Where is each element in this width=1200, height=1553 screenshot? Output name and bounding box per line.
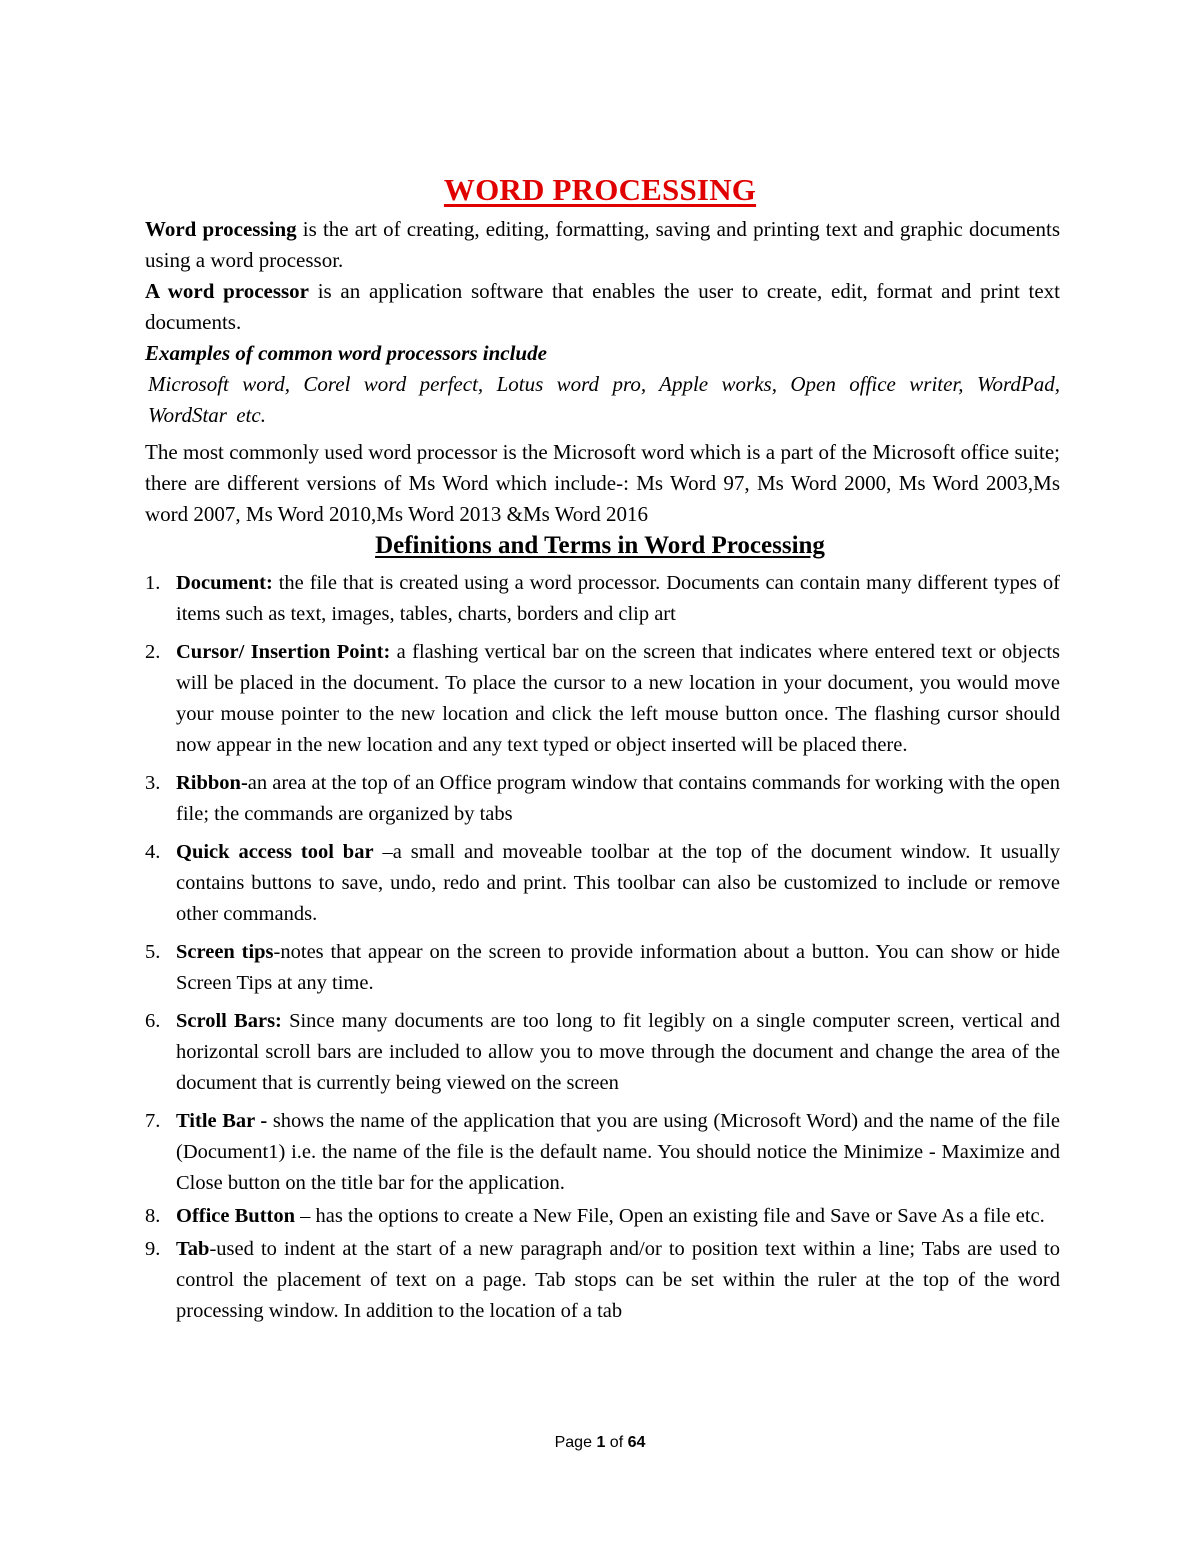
intro-text-2: is an application software that enables the user to create, edit, format and print text documents. [145, 279, 1060, 334]
footer-of-label: of [609, 1434, 624, 1451]
definition-number: 7. [145, 1110, 161, 1132]
intro-section [145, 214, 1060, 530]
definition-term: Ribbon- [176, 772, 248, 794]
definition-item [145, 768, 1060, 830]
footer-page-number: 1 [596, 1434, 606, 1451]
intro-term-1: Word processing [145, 217, 297, 241]
intro-paragraph-2 [145, 276, 1060, 338]
definition-item [145, 937, 1060, 999]
examples-list: Microsoft word, Corel word perfect, Lotus word pro, Apple works, Open office writer, WordPad, WordStar etc. [148, 372, 1060, 427]
definition-number: 4. [145, 841, 161, 863]
definition-number: 1. [145, 572, 161, 594]
footer-page-label: Page [554, 1434, 592, 1451]
definition-text: an area at the top of an Office program window that contains commands for working with the open file; the commands are organized by tabs [176, 772, 1060, 825]
definition-item [145, 1201, 1060, 1232]
definition-text: –a small and moveable toolbar at the top of the document window. It usually contains buttons to save, undo, redo and print. This toolbar can also be customized to include or remove other commands. [176, 841, 1060, 925]
definition-term: Scroll Bars: [176, 1010, 282, 1032]
definition-number: 5. [145, 941, 161, 963]
definitions-list [145, 568, 1061, 1334]
definition-text: shows the name of the application that you are using (Microsoft Word) and the name of the file (Document1) i.e. the name of the file is the default name. You should notice the Minimize - Maximize and Close button on the title bar for the application. [176, 1110, 1060, 1194]
definition-number: 8. [145, 1205, 161, 1227]
definition-text: Since many documents are too long to fit legibly on a single computer screen, vertical and horizontal scroll bars are included to allow you to move through the document and change the area of the document that is currently being viewed on the screen [176, 1010, 1061, 1094]
definition-text: -used to indent at the start of a new paragraph and/or to position text within a line; Tabs are used to control the placement of text on a page. Tab stops can be set within the ruler at the top of the word processing window. In addition to the location of a tab [176, 1238, 1060, 1322]
definition-text: the file that is created using a word processor. Documents can contain many different types of items such as text, images, tables, charts, borders and clip art [176, 572, 1060, 625]
definition-number: 9. [145, 1238, 161, 1260]
page-footer [0, 1434, 1200, 1452]
definition-number: 3. [145, 772, 161, 794]
definition-term: Title Bar - [176, 1110, 268, 1132]
definition-text: – has the options to create a New File, Open an existing file and Save or Save As a file etc. [295, 1205, 1045, 1227]
definitions-heading: Definitions and Terms in Word Processing [375, 532, 825, 559]
definition-number: 2. [145, 641, 161, 663]
definition-text: a flashing vertical bar on the screen that indicates where entered text or objects will be placed in the document. To place the cursor to a new location in your document, you would move your mouse pointer to the new location and click the left mouse button once. The flashing cursor should now appear in the new location and any text typed or object inserted will be placed there. [176, 641, 1060, 756]
definition-item [145, 1006, 1061, 1099]
intro-paragraph-1 [145, 214, 1060, 276]
definition-item [145, 637, 1060, 761]
definition-number: 6. [145, 1010, 161, 1032]
intro-text-1: is the art of creating, editing, formatting, saving and printing text and graphic documents using a word processor. [145, 217, 1060, 272]
examples-heading [145, 338, 1060, 369]
definition-term: Quick access tool bar [176, 841, 374, 863]
page-title: WORD PROCESSING [443, 172, 757, 207]
definition-term: Screen tips [176, 941, 274, 963]
definition-item [145, 1106, 1060, 1199]
definition-item [145, 1234, 1060, 1327]
definition-text: -notes that appear on the screen to provide information about a button. You can show or hide Screen Tips at any time. [176, 941, 1060, 994]
definition-item [145, 568, 1060, 630]
definition-term: Cursor/ Insertion Point: [176, 641, 391, 663]
definition-term: Tab [176, 1238, 210, 1260]
intro-term-2: A word processor [145, 279, 310, 303]
intro-paragraph-3: The most commonly used word processor is the Microsoft word which is a part of the Microsoft office suite; there are different versions of Ms Word which include-: Ms Word 97, Ms Word 2000, Ms Word 2003,Ms word 2007, Ms Word 2010,Ms Word 2013 &Ms Word 2016 [145, 440, 1060, 526]
definition-item [145, 837, 1060, 930]
footer-page-total: 64 [627, 1434, 646, 1451]
examples-heading-text: Examples of common word processors include [145, 341, 547, 365]
definition-term: Office Button [176, 1205, 295, 1227]
definition-term: Document: [176, 572, 273, 594]
